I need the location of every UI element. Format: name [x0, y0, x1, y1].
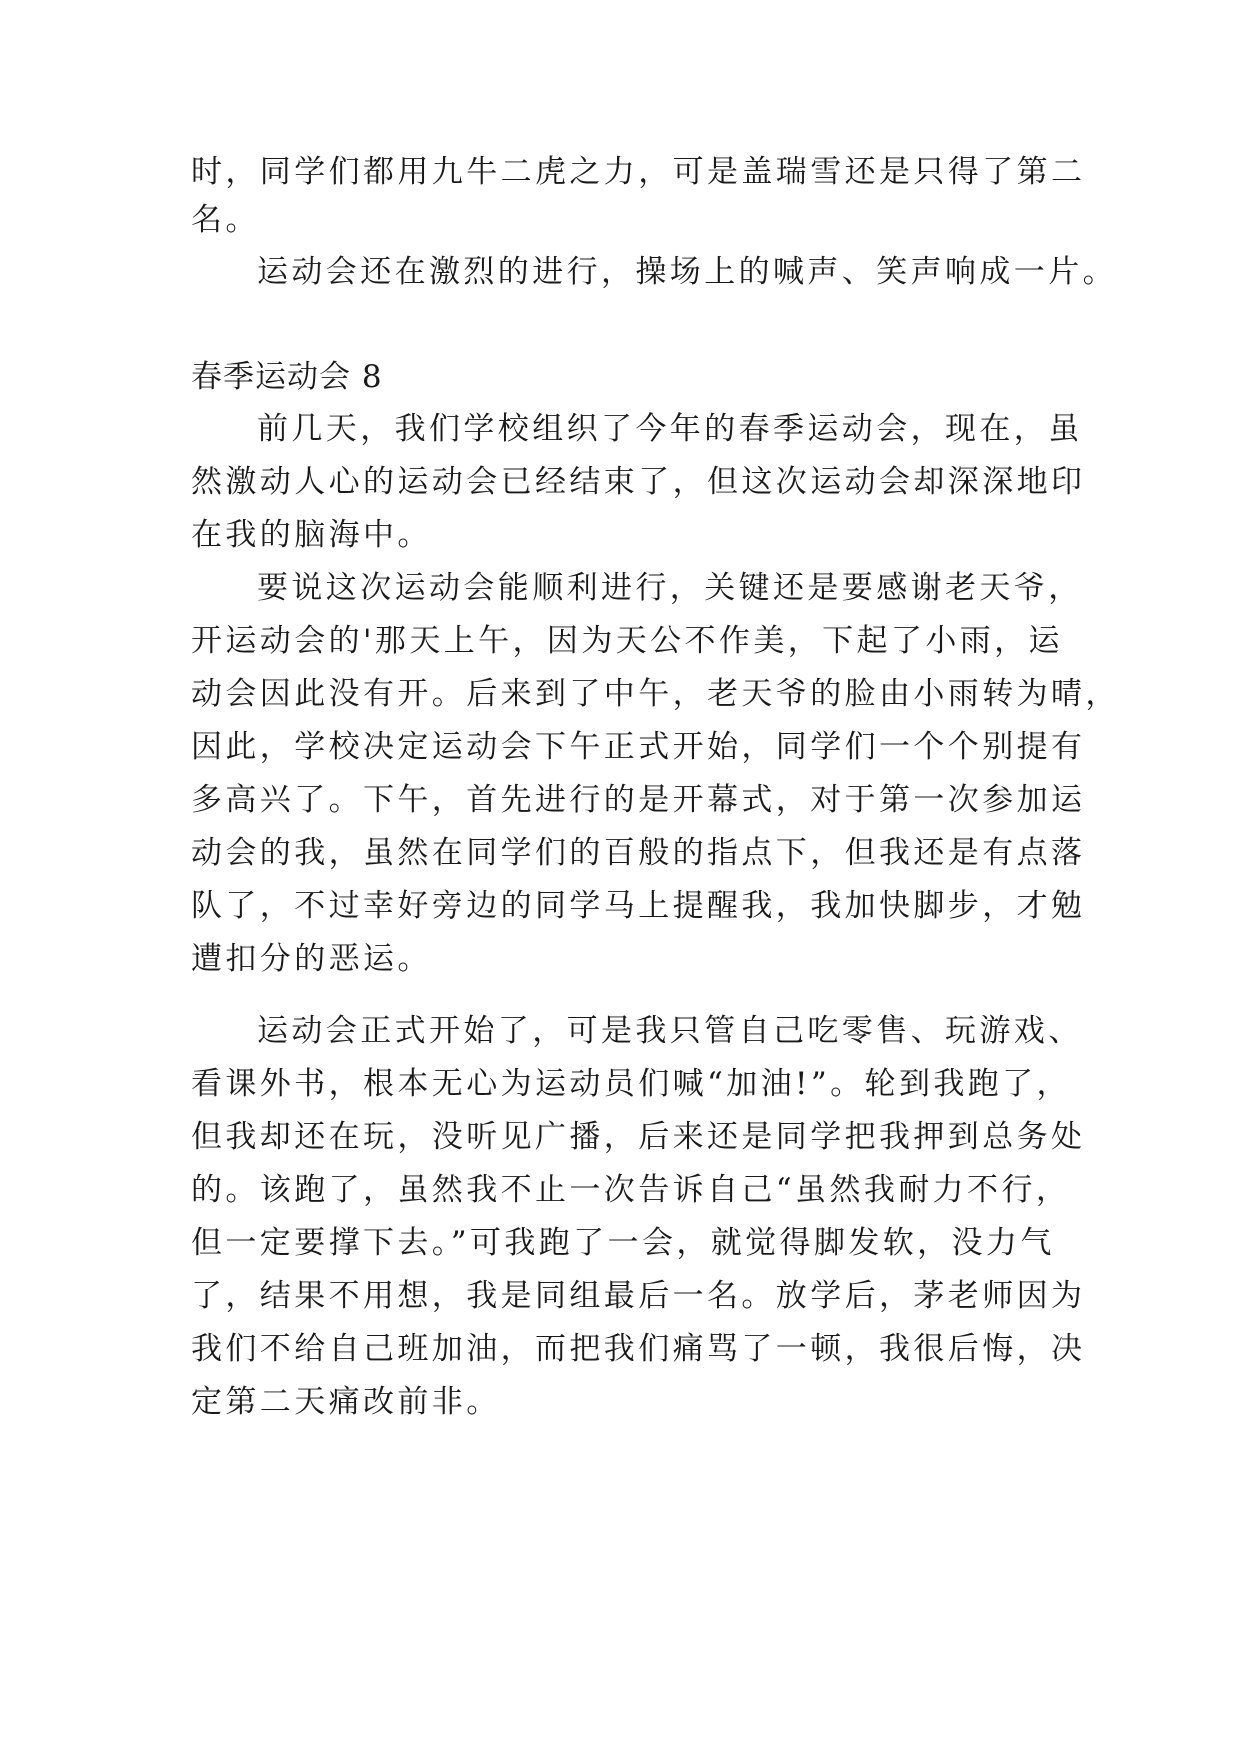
text-line: 动会因此没有开。后来到了中午，老天爷的脸由小雨转为晴， — [191, 676, 1120, 712]
text-line: 我们不给自己班加油，而把我们痛骂了一顿，我很后悔，决 — [191, 1331, 1086, 1367]
text-line: 要说这次运动会能顺利进行，关键还是要感谢老天爷， — [257, 570, 1083, 606]
text-line: 多高兴了。下午，首先进行的是开幕式，对于第一次参加运 — [191, 782, 1086, 818]
text-line: 遭扣分的恶运。 — [191, 941, 432, 977]
text-line: 名。 — [191, 202, 260, 238]
text-line: 时，同学们都用九牛二虎之力，可是盖瑞雪还是只得了第二 — [191, 154, 1086, 190]
section-title: 春季运动会 8 — [191, 359, 383, 395]
text-line: 定第二天痛改前非。 — [191, 1384, 501, 1420]
text-line: 了，结果不用想，我是同组最后一名。放学后，茅老师因为 — [191, 1278, 1086, 1314]
text-line: 运动会还在激烈的进行，操场上的喊声、笑声响成一片。 — [257, 254, 1117, 290]
text-line: 但我却还在玩，没听见广播，后来还是同学把我押到总务处 — [191, 1119, 1086, 1155]
text-line: 在我的脑海中。 — [191, 517, 432, 553]
text-line: 动会的我，虽然在同学们的百般的指点下，但我还是有点落 — [191, 835, 1086, 871]
text-line: 的。该跑了，虽然我不止一次告诉自己“虽然我耐力不行， — [191, 1172, 1071, 1208]
text-line: 因此，学校决定运动会下午正式开始，同学们一个个别提有 — [191, 729, 1086, 765]
text-line: 队了，不过幸好旁边的同学马上提醒我，我加快脚步，才勉 — [191, 888, 1086, 924]
text-line: 看课外书，根本无心为运动员们喊“加油!”。轮到我跑了， — [191, 1066, 1071, 1102]
text-line: 开运动会的'那天上午，因为天公不作美，下起了小雨，运 — [191, 623, 1063, 659]
text-line: 运动会正式开始了，可是我只管自己吃零售、玩游戏、 — [257, 1013, 1083, 1049]
text-line: 前几天，我们学校组织了今年的春季运动会，现在，虽 — [257, 411, 1083, 447]
text-line: 然激动人心的运动会已经结束了，但这次运动会却深深地印 — [191, 464, 1086, 500]
text-line: 但一定要撑下去。”可我跑了一会，就觉得脚发软，没力气 — [191, 1225, 1055, 1261]
